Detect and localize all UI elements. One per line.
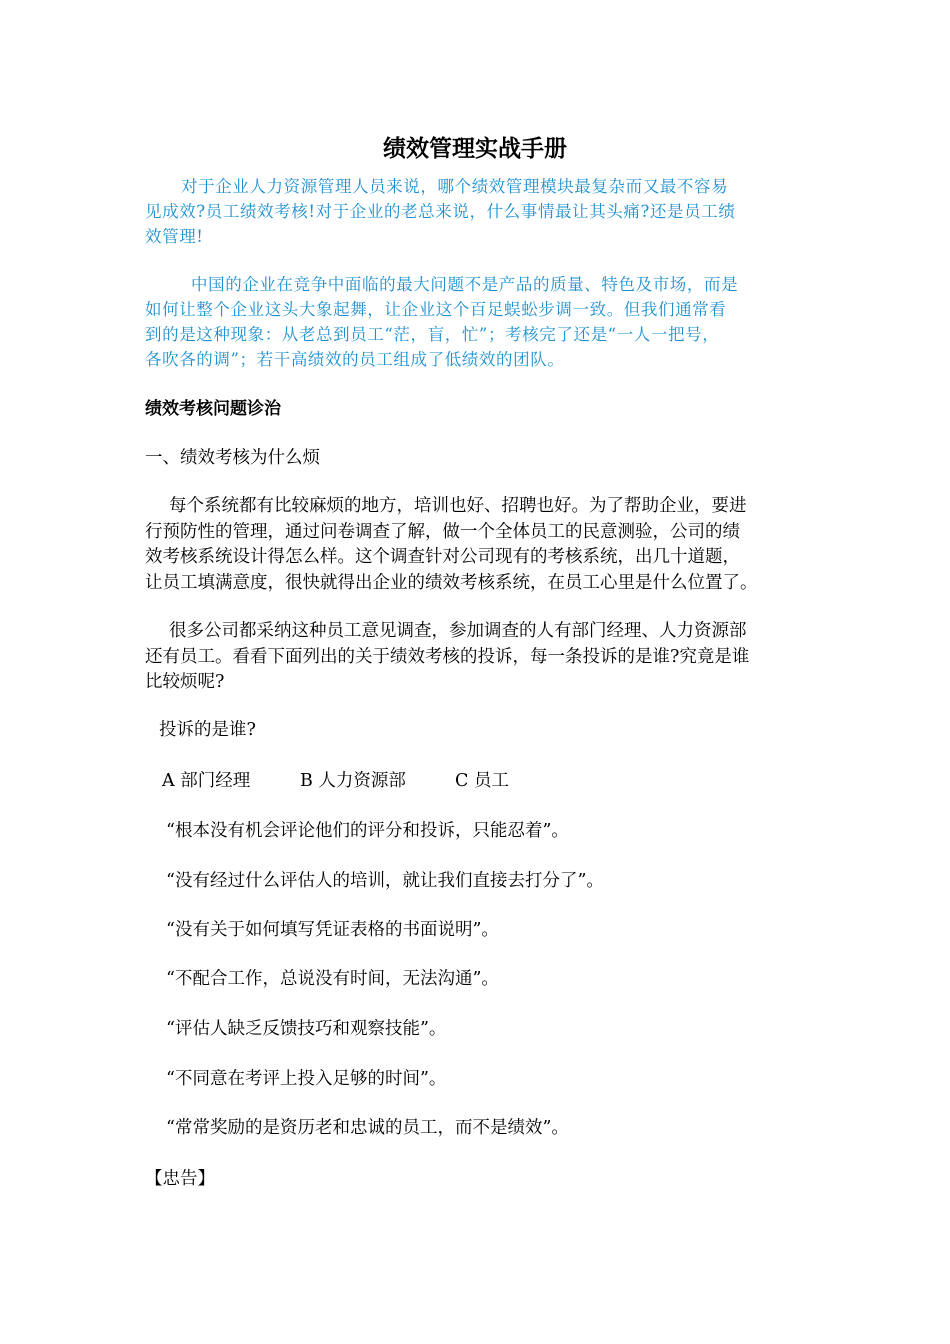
intro-1-line-2: 见成效?员工绩效考核!对于企业的老总来说，什么事情最让其头痛?还是员工绩: [145, 202, 736, 221]
body-paragraph-1: [145, 494, 815, 596]
section-heading: 绩效考核问题诊治: [145, 399, 281, 419]
body-2-line-1: 很多公司都采纳这种员工意见调查，参加调查的人有部门经理、人力资源部: [169, 621, 747, 641]
body-1-line-4: 让员工填满意度，很快就得出企业的绩效考核系统，在员工心里是什么位置了。: [145, 572, 758, 593]
document-title: 绩效管理实战手册: [383, 136, 567, 162]
body-2-line-3: 比较烦呢?: [145, 672, 225, 692]
body-1-line-1: 每个系统都有比较麻烦的地方，培训也好、招聘也好。为了帮助企业，要进: [169, 496, 747, 516]
advice-heading: 【忠告】: [145, 1169, 215, 1189]
choice-c: C 员工: [455, 771, 509, 791]
choice-a: A 部门经理: [162, 771, 251, 791]
intro-1-line-3: 效管理!: [145, 227, 204, 246]
intro-2-line-2: 如何让整个企业这头大象起舞，让企业这个百足蜈蚣步调一致。但我们通常看: [145, 300, 727, 319]
complaint-item: “没有关于如何填写凭证表格的书面说明”。: [166, 920, 499, 940]
choice-b: B 人力资源部: [300, 771, 406, 791]
intro-1-line-1: 对于企业人力资源管理人员来说，哪个绩效管理模块最复杂而又最不容易: [181, 177, 729, 196]
body-1-line-3: 效考核系统设计得怎么样。这个调查针对公司现有的考核系统，出几十道题，: [145, 547, 740, 567]
intro-2-line-4: 各吹各的调”；若干高绩效的员工组成了低绩效的团队。: [145, 350, 565, 369]
intro-2-line-1: 中国的企业在竞争中面临的最大问题不是产品的质量、特色及市场，而是: [191, 275, 739, 294]
complaint-item: “根本没有机会评论他们的评分和投诉，只能忍着”。: [166, 821, 569, 841]
intro-paragraph-2: [145, 272, 817, 372]
question: 投诉的是谁?: [159, 720, 256, 740]
complaint-item: “评估人缺乏反馈技巧和观察技能”。: [166, 1019, 447, 1039]
intro-2-line-3: 到的是这种现象：从老总到员工“茫，盲，忙”；考核完了还是“一人一把号，: [145, 325, 720, 344]
complaint-item: “不同意在考评上投入足够的时间”。: [166, 1069, 447, 1089]
intro-paragraph-1: [145, 174, 817, 249]
complaint-item: “不配合工作，总说没有时间，无法沟通”。: [166, 969, 499, 989]
subsection-heading: 一、绩效考核为什么烦: [145, 448, 320, 468]
body-1-line-2: 行预防性的管理，通过问卷调查了解，做一个全体员工的民意测验，公司的绩: [145, 521, 740, 542]
complaint-item: “没有经过什么评估人的培训，就让我们直接去打分了”。: [166, 871, 604, 891]
body-2-line-2: 还有员工。看看下面列出的关于绩效考核的投诉，每一条投诉的是谁?究竟是谁: [145, 646, 750, 667]
complaint-item: “常常奖励的是资历老和忠诚的员工，而不是绩效”。: [166, 1118, 569, 1138]
body-paragraph-2: [145, 619, 815, 696]
